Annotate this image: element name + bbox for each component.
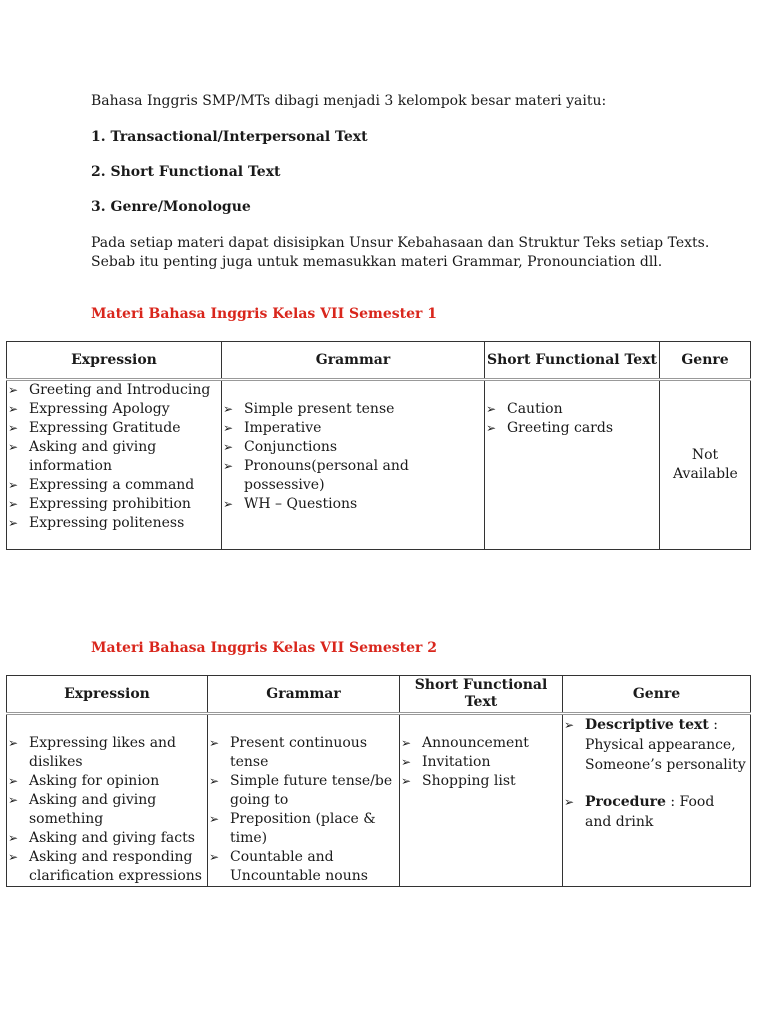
intro-text: Bahasa Inggris SMP/MTs dibagi menjadi 3 kelompok besar materi yaitu: (91, 93, 607, 109)
header-genre: Genre (660, 342, 751, 380)
list-item: ➢ Expressing prohibition (7, 495, 221, 514)
list-item: ➢ Present continuous tense (208, 734, 399, 772)
header-grammar: Grammar (222, 342, 485, 380)
note-paragraph (91, 234, 709, 272)
materi-group-2: 2. Short Functional Text (91, 164, 281, 180)
list-item: ➢ Asking for opinion (7, 772, 207, 791)
genre-descriptive: ➢ Descriptive text : Physical appearance, Someone’s personality (563, 715, 750, 775)
s2-expression-cell (7, 714, 208, 887)
list-item: ➢ Expressing likes and dislikes (7, 734, 207, 772)
s1-grammar-cell (222, 380, 485, 550)
s2-grammar-cell (208, 714, 400, 887)
genre-label: Descriptive text (585, 717, 709, 733)
list-item: ➢ Pronouns(personal and possessive) (222, 457, 484, 495)
header-short-functional: Short Functional Text (400, 676, 563, 714)
header-grammar: Grammar (208, 676, 400, 714)
list-item: ➢ Simple future tense/be going to (208, 772, 399, 810)
list-item: ➢ Simple present tense (222, 400, 484, 419)
s1-short-functional-cell (485, 380, 660, 550)
list-item: ➢ Conjunctions (222, 438, 484, 457)
materi-group-3: 3. Genre/Monologue (91, 199, 251, 215)
s1-genre-cell (660, 380, 751, 550)
section1-title: Materi Bahasa Inggris Kelas VII Semester 1 (91, 306, 437, 322)
genre-detail: Food and drink (585, 794, 715, 830)
list-item: ➢ Invitation (400, 753, 562, 772)
s2-genre-cell (563, 714, 751, 887)
genre-procedure: ➢ Procedure : Food and drink (563, 792, 750, 832)
list-item: ➢ Expressing politeness (7, 514, 221, 533)
list-item: ➢ Greeting cards (485, 419, 659, 438)
header-expression: Expression (7, 342, 222, 380)
list-item: ➢ Asking and giving information (7, 438, 221, 476)
list-item: ➢ Caution (485, 400, 659, 419)
semester2-table (6, 675, 751, 887)
list-item: ➢ Greeting and Introducing (7, 381, 221, 400)
list-item: ➢ Shopping list (400, 772, 562, 791)
list-item: ➢ Expressing Apology (7, 400, 221, 419)
list-item: ➢ Expressing Gratitude (7, 419, 221, 438)
list-item: ➢ Asking and responding clarification expressions (7, 848, 207, 886)
s1-expression-cell (7, 380, 222, 550)
section2-title: Materi Bahasa Inggris Kelas VII Semester 2 (91, 640, 437, 656)
genre-not-available: Not Available (673, 447, 738, 482)
header-expression: Expression (7, 676, 208, 714)
list-item: ➢ Countable and Uncountable nouns (208, 848, 399, 886)
list-item: ➢ Asking and giving facts (7, 829, 207, 848)
materi-group-1: 1. Transactional/Interpersonal Text (91, 129, 368, 145)
header-genre: Genre (563, 676, 751, 714)
genre-label: Procedure (585, 794, 666, 810)
list-item: ➢ Announcement (400, 734, 562, 753)
s2-short-functional-cell (400, 714, 563, 887)
note-line-2: Sebab itu penting juga untuk memasukkan materi Grammar, Pronounciation dll. (91, 254, 663, 270)
note-line-1: Pada setiap materi dapat disisipkan Unsur Kebahasaan dan Struktur Teks setiap Texts. (91, 235, 710, 251)
list-item: ➢ Expressing a command (7, 476, 221, 495)
list-item: ➢ Preposition (place & time) (208, 810, 399, 848)
list-item: ➢ Imperative (222, 419, 484, 438)
header-short-functional: Short Functional Text (485, 342, 660, 380)
genre-detail: Physical appearance, Someone’s personality (585, 737, 746, 773)
list-item: ➢ WH – Questions (222, 495, 484, 514)
list-item: ➢ Asking and giving something (7, 791, 207, 829)
semester1-table (6, 341, 751, 550)
